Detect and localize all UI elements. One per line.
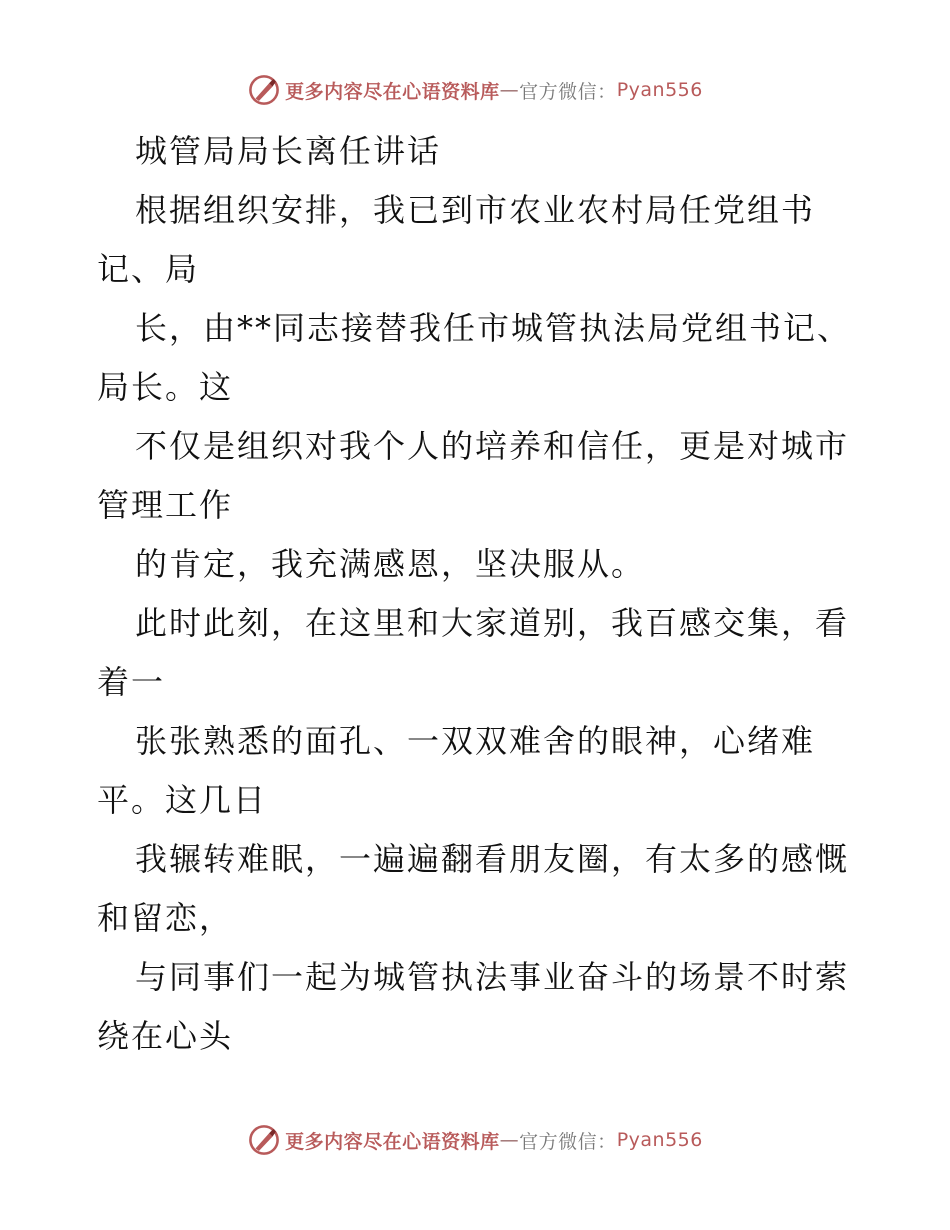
text-line: 与同事们一起为城管执法事业奋斗的场景不时萦: [135, 958, 850, 996]
watermark-wechat-label: 官方微信：: [519, 80, 617, 103]
text-line: 此时此刻，在这里和大家道别，我百感交集，看: [135, 604, 850, 642]
text-line: 的肯定，我充满感恩，坚决服从。: [135, 545, 646, 583]
header-watermark: [0, 70, 950, 110]
text-line: 我辗转难眠，一遍遍翻看朋友圈，有太多的感慨: [135, 840, 850, 878]
watermark-dash: —: [499, 79, 520, 101]
text-line: 不仅是组织对我个人的培养和信任，更是对城市: [135, 427, 850, 465]
text-line: 着一: [97, 663, 166, 701]
text-line: 根据组织安排，我已到市农业农村局任党组书: [135, 191, 816, 229]
text-line: 记、局: [97, 250, 200, 288]
document-title: 城管局局长离任讲话: [135, 132, 442, 170]
footer-watermark: [0, 1120, 950, 1160]
watermark-wechat-id: Pyan556: [616, 79, 703, 101]
pen-nib-logo-icon: [247, 73, 281, 107]
text-line: 张张熟悉的面孔、一双双难舍的眼神，心绪难: [135, 722, 816, 760]
text-line: 局长。这: [97, 368, 234, 406]
document-body: [97, 122, 857, 1066]
text-line: 绕在心头: [97, 1017, 234, 1055]
watermark-wechat-id: Pyan556: [616, 1129, 703, 1151]
text-line: 和留恋，: [97, 899, 234, 937]
watermark-dash: —: [499, 1129, 520, 1151]
watermark-wechat-label: 官方微信：: [519, 1130, 617, 1153]
watermark-site-text: 更多内容尽在心语资料库: [285, 1130, 500, 1153]
text-line: 管理工作: [97, 486, 234, 524]
pen-nib-logo-icon: [247, 1123, 281, 1157]
text-line: 平。这几日: [97, 781, 268, 819]
text-line: 长，由**同志接替我任市城管执法局党组书记、: [135, 309, 852, 347]
watermark-site-text: 更多内容尽在心语资料库: [285, 80, 500, 103]
